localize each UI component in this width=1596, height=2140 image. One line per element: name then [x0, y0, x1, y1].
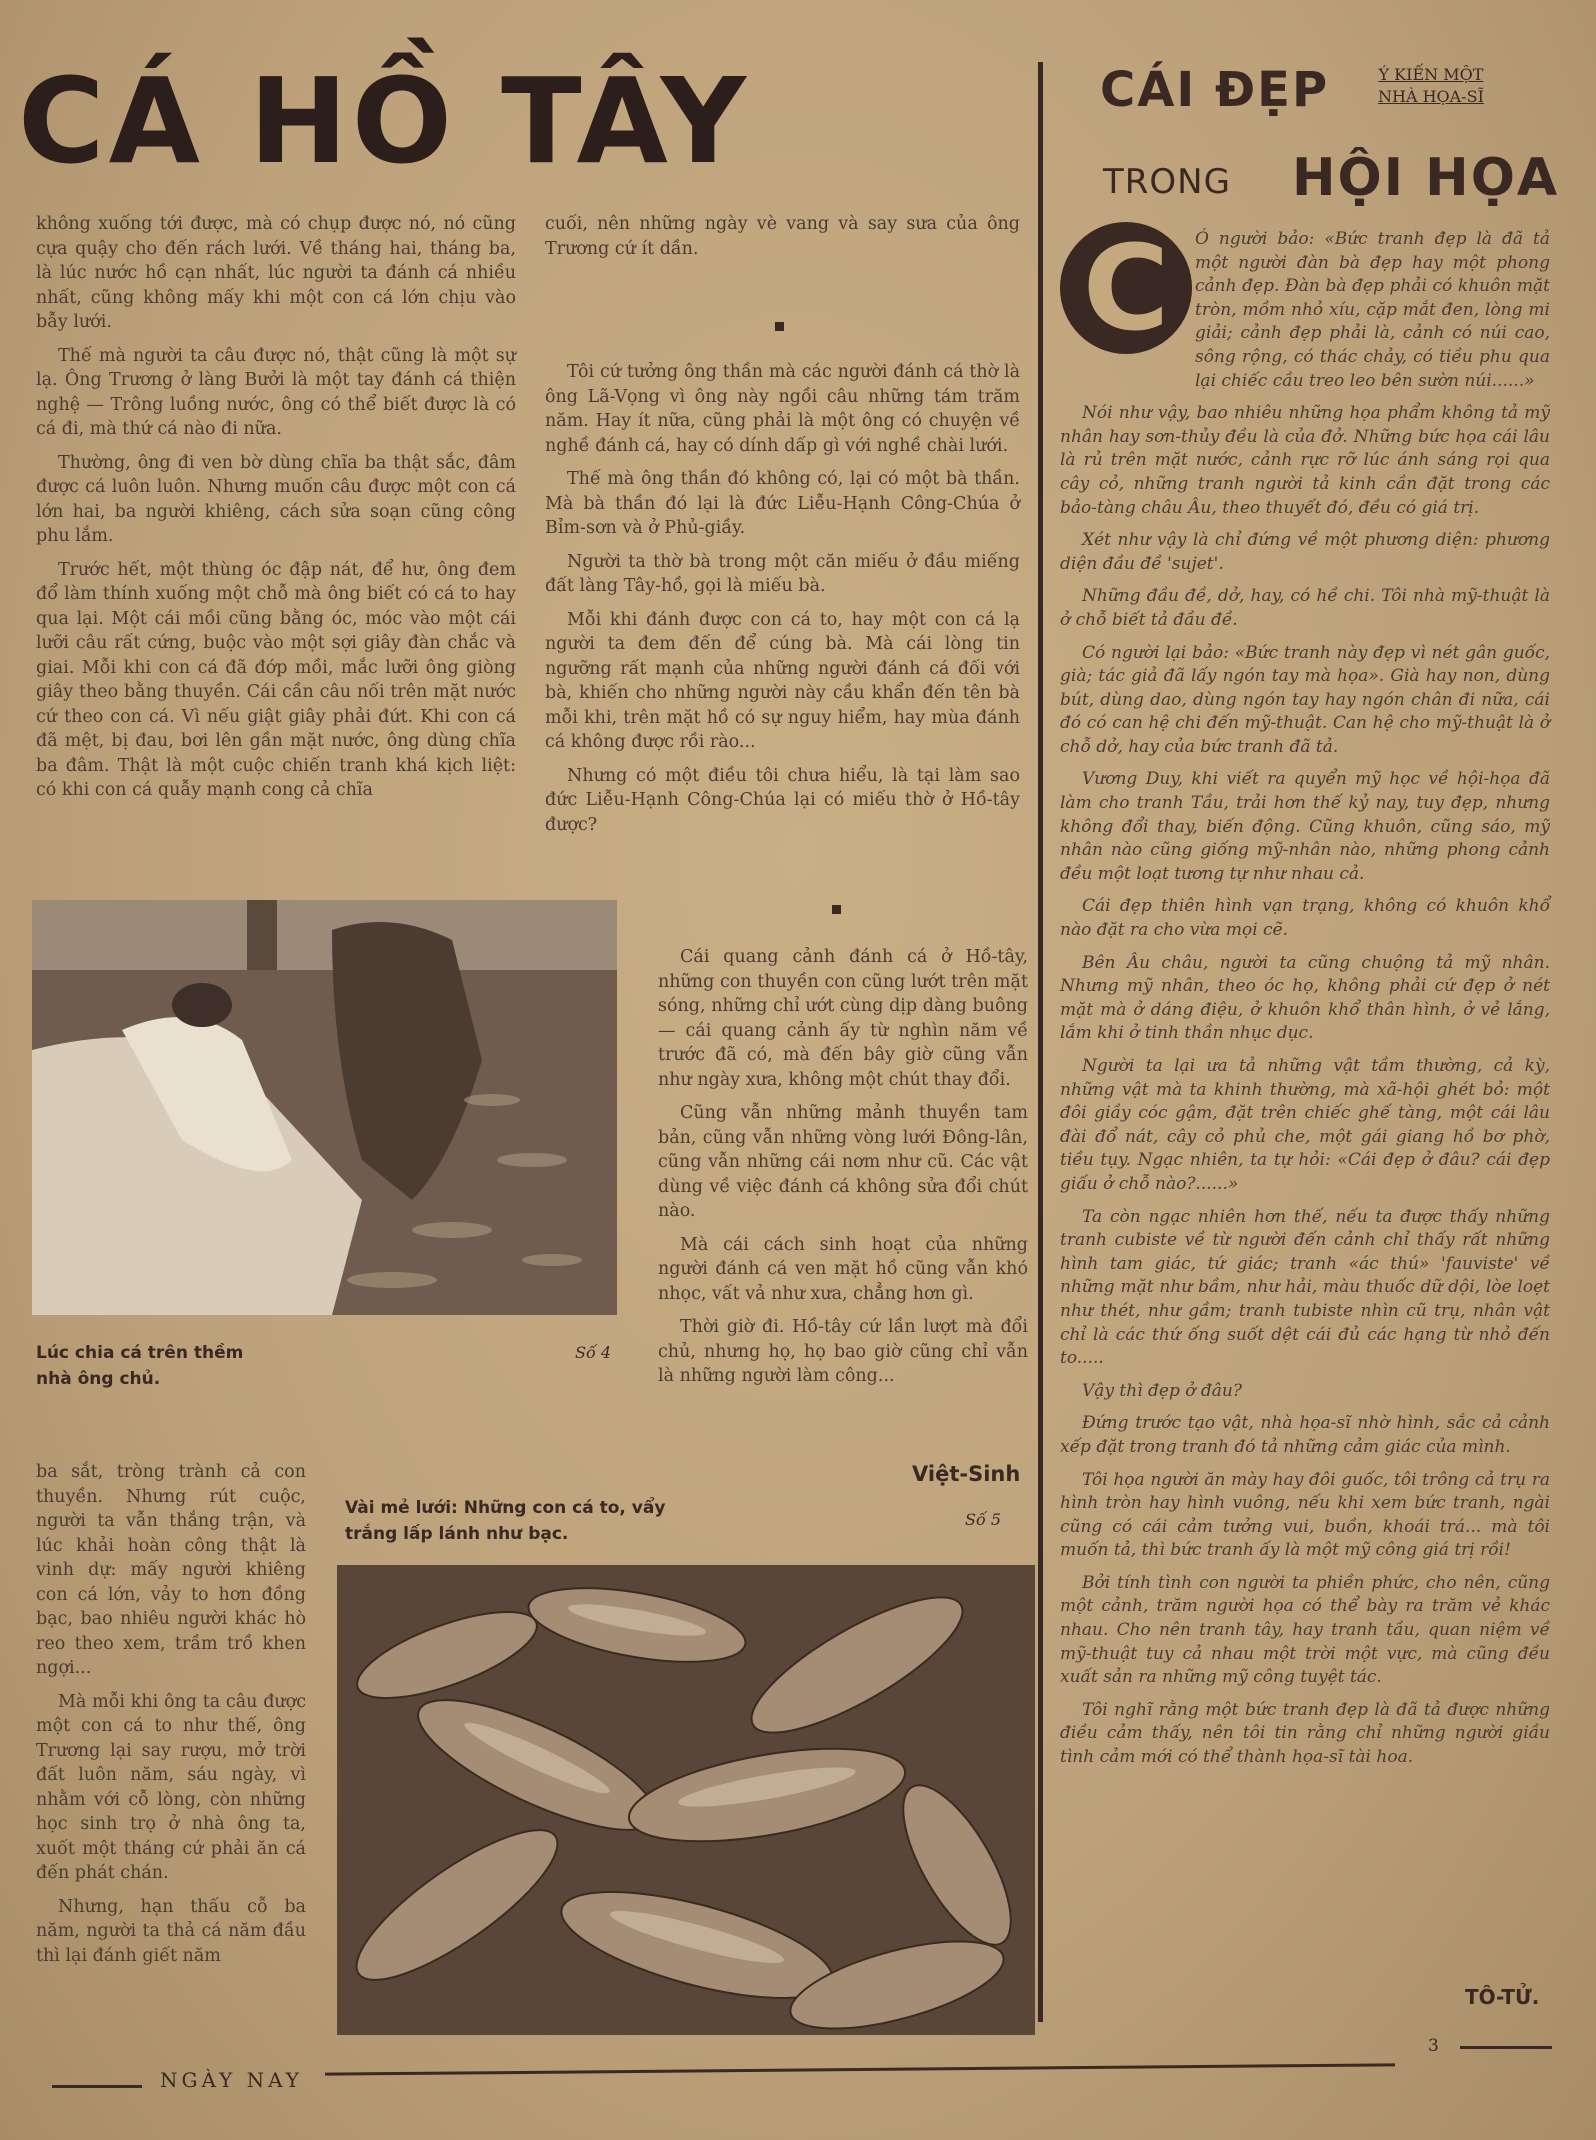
paragraph: Đứng trước tạo vật, nhà họa-sĩ nhờ hình, sắc cả cảnh xếp đặt trong tranh đó tả những cảm giác của mình.: [1060, 1413, 1550, 1457]
photo-fish-catch-image: [337, 1565, 1035, 2035]
column-divider: [1038, 62, 1043, 2022]
photo-fish-sharing: [32, 900, 617, 1315]
footer-rule-left: [52, 2085, 142, 2088]
photo2-caption: Vài mẻ lưới: Những con cá to, vẩy trắng lấp lánh như bạc.: [345, 1498, 666, 1544]
right-title-line2: HỘI HỌA: [1292, 148, 1560, 208]
paragraph: Có người lại bảo: «Bức tranh này đẹp vì nét gân guốc, già; tác giả đã lấy ngón tay mà họa». Già hay non, dùng bút, dùng dao, dùng ngón tay hay ngón chân đi nữa, cái đó có can hệ chi đến mỹ-thuật. Can hệ cho mỹ-thuật là ở chỗ dở, hay của bức tranh đã tả.: [1060, 642, 1550, 757]
paragraph: Thế mà người ta câu được nó, thật cũng là một sự lạ. Ông Trương ở làng Bưởi là một tay đánh cá thiện nghệ — Trông luồng nước, ông có thể biết được là có cá đi, mà thứ cá nào đi nữa.: [36, 345, 516, 439]
paragraph: Mà cái cách sinh hoạt của những người đánh cá ven mặt hồ cũng vẫn khó nhọc, vất vả như xưa, chẳng hơn gì.: [658, 1234, 1028, 1304]
paragraph: Ó người bảo: «Bức tranh đẹp là đã tả một người đàn bà đẹp hay một phong cảnh đẹp. Đàn bà đẹp phải có khuôn mặt tròn, mồm nhỏ xíu, cặp mắt đen, lòng mi giải; cảnh đẹp phải là, cảnh có núi cao, sông rộng, có thác chảy, có tiều phu qua lại chiếc cầu treo leo bên sườn núi......»: [1195, 229, 1550, 391]
author-to-tu: TÔ-TỬ.: [1465, 1985, 1540, 2009]
paragraph: Cái quang cảnh đánh cá ở Hồ-tây, những con thuyền con cũng lướt trên mặt sóng, những chỉ ướt cùng dịp dàng buông — cái quang cảnh ấy từ nghìn năm về trước đã có, mà đến bây giờ cũng vẫn như ngày xưa, không một chút thay đổi.: [658, 947, 1028, 1090]
footer-rule-right: [1460, 2046, 1552, 2049]
paragraph: Những đầu đề, dở, hay, có hề chi. Tôi nhà mỹ-thuật là ở chỗ biết tả đầu đề.: [1060, 586, 1550, 630]
paragraph: Nhưng có một điều tôi chưa hiểu, là tại làm sao đức Liễu-Hạnh Công-Chúa lại có miếu thờ ở Hồ-tây được?: [545, 765, 1020, 835]
right-subtitle: [1378, 64, 1484, 108]
paragraph: Người ta lại ưa tả những vật tầm thường, cả kỳ, những vật mà ta khinh thường, mà xã-hội ghét bỏ: một đôi giầy cóc gậm, đặt trên chiếc ghế tàng, một cái lâu đài đổ nát, cây cỏ phủ che, một gái giang hồ bơ phờ, tiều tụy. Ngạc nhiên, ta tự hỏi: «Cái đẹp ở đâu? cái đẹp giấu ở chỗ nào?......»: [1060, 1056, 1550, 1194]
paragraph: Xét như vậy là chỉ đứng về một phương diện: phương diện đầu đề 'sujet'.: [1060, 530, 1550, 574]
paragraph: Người ta thờ bà trong một căn miếu ở đầu miếng đất làng Tây-hồ, gọi là miếu bà.: [545, 551, 1020, 596]
paragraph: không xuống tới được, mà có chụp được nó, nó cũng cựa quậy cho đến rách lưới. Về tháng hai, tháng ba, là lúc nước hồ cạn nhất, lúc người ta đánh cá nhiều nhất, cũng không mấy khi một con cá lớn chịu vào bẫy lưới.: [36, 214, 516, 332]
subtitle-line: Ý KIẾN MỘT: [1378, 65, 1484, 84]
page-number: 3: [1428, 2036, 1439, 2056]
paragraph: Trước hết, một thùng óc đập nát, để hư, ông đem đổ làm thính xuống một chỗ mà ông biết có cá to hay qua lại. Một cái mồi cũng bằng óc, móc vào một cái lưỡi câu rất cứng, buộc vào một sợi giây đàn chắc và giai. Mỗi khi con cá đã đớp mồi, mắc lưỡi ông giòng giây theo bằng thuyền. Cái cần câu nối trên mặt nước cứ theo con cá. Vì nếu giật giây phải đứt. Khi con cá đã mệt, bị đau, bơi lên gần mặt nước, ông dùng chĩa ba đâm. Thật là một cuộc chiến tranh khá kịch liệt: có khi con cá quẫy mạnh cong cả chĩa: [36, 559, 516, 800]
paragraph: Thường, ông đi ven bờ dùng chĩa ba thật sắc, đâm được cá luôn luôn. Nhưng muốn câu được một con cá lớn hai, ba người khiêng, cách sửa soạn cũng công phu lắm.: [36, 452, 516, 546]
left-column-bottom: [36, 1460, 306, 1977]
author-viet-sinh: Việt-Sinh: [912, 1462, 1021, 1486]
middle-column-top: [545, 212, 1020, 270]
paragraph: Ta còn ngạc nhiên hơn thế, nếu ta được thấy những tranh cubiste về từ người đến cảnh chỉ thấy rất những hình tam giác, tứ giác; tranh «ác thú» 'fauviste' về những mặt như bầm, như hải, màu thuốc dữ dội, lòe loẹt như thét, như gầm; tranh tubiste nhìn cũ trụ, nhân vật chỉ là các thứ ống suốt dệt cái đủ các hạng từ nhỏ đến to.....: [1060, 1206, 1550, 1369]
paragraph: Cũng vẫn những mảnh thuyền tam bản, cũng vẫn những vòng lưới Đông-lân, cũng vẫn những cái nơm như cũ. Các vật dùng về việc đánh cá không sửa đổi chút nào.: [658, 1103, 1028, 1221]
subtitle-line: NHÀ HỌA-SĨ: [1378, 87, 1484, 106]
paragraph: Vậy thì đẹp ở đâu?: [1082, 1380, 1242, 1401]
paragraph: Vương Duy, khi viết ra quyển mỹ học về hội-họa đã làm cho tranh Tầu, trải hơn thế kỷ nay, tuy đẹp, nhưng không đổi thay, biến động. Cũng khuôn, cũng sáo, mỹ nhân nào cũng giống mỹ-nhân nào, những phong cảnh đều một loạt tương tự như nhau cả.: [1060, 769, 1550, 884]
paragraph: Tôi họa người ăn mày hay đôi guốc, tôi trông cả trụ ra hình tròn hay hình vuông, nếu khi xem bức tranh, ngài cũng có cái cảm tưởng vui, buồn, khoái trá... mà tôi muốn tả, thì bức tranh ấy là một mỹ công giá trị rồi!: [1060, 1469, 1550, 1561]
footer-rule-middle: [325, 2063, 1395, 2075]
photo2-number: Số 5: [965, 1510, 1002, 1529]
paragraph: Thế mà ông thần đó không có, lại có một bà thần. Mà bà thần đó lại là đức Liễu-Hạnh Công-Chúa ở Bỉm-sơn và ở Phủ-giầy.: [545, 469, 1020, 538]
right-title-trong: TRONG: [1103, 162, 1231, 202]
photo-fish-catch: [337, 1565, 1035, 2035]
right-article-body: [1060, 228, 1550, 1779]
middle-column-lower: [658, 945, 1028, 1398]
photo1-caption: Lúc chia cá trên thềm nhà ông chủ.: [36, 1343, 244, 1389]
paragraph: Thời giờ đi. Hồ-tây cứ lần lượt mà đổi chủ, nhưng họ, họ bao giờ cũng chỉ vẫn là những người làm công...: [658, 1317, 1028, 1386]
photo1-number: Số 4: [575, 1343, 612, 1362]
middle-column-continued: [545, 360, 1020, 846]
paragraph: Nói như vậy, bao nhiêu những họa phẩm không tả mỹ nhân hay sơn-thủy đều là của đở. Những bức họa cái lâu là rủ trên mặt nước, cảnh rực rỡ lúc ánh sáng rọi qua cây cỏ, những tranh người tả kinh cần đặt trong các bảo-tàng châu Âu, theo thuyết đó, đều có giá trị.: [1060, 403, 1550, 518]
paragraph: Cái đẹp thiên hình vạn trạng, không có khuôn khổ nào đặt ra cho vừa mọi cẽ.: [1060, 896, 1550, 941]
paragraph: Tôi nghĩ rằng một bức tranh đẹp là đã tả được những điều cảm thấy, nên tôi tin rằng chỉ những người giầu tình cảm mới có thể thành họa-sĩ tài hoa.: [1060, 1699, 1550, 1768]
section-separator: [775, 322, 784, 331]
paragraph: Tôi cứ tưởng ông thần mà các người đánh cá thờ là ông Lã-Vọng vì ông này ngồi câu những tám trăm năm. Hay ít nữa, cũng phải là một ông có chuyện về nghề đánh cá, hay có dính dấp gì với nghề chài lưới.: [545, 362, 1020, 456]
paragraph: Mỗi khi đánh được con cá to, hay một con cá lạ người ta đem đến để cúng bà. Mà cái lòng tin ngưỡng rất mạnh của những người đánh cá đối với bà, khiến cho những người này cầu khẩn đến tên bà mỗi khi, trên mặt hồ có sự nguy hiểm, hay mùa đánh cá không được rồi rào...: [545, 609, 1020, 752]
paragraph: Bên Âu châu, người ta cũng chuộng tả mỹ nhân. Nhưng mỹ nhân, theo óc họ, không phải cứ đẹp ở nét mặt mà ở dáng điệu, ở khuôn khổ thân hình, ở vẻ lắng, lắm khi ở tinh thần nhục dục.: [1060, 952, 1550, 1044]
left-column-top: [36, 212, 516, 812]
dropcap: C: [1060, 222, 1192, 354]
paragraph: Bởi tính tình con người ta phiền phức, cho nên, cũng một cảnh, trăm người họa có thể bày ra trăm vẻ khác nhau. Cho nên tranh tây, hay tranh tầu, quan niệm về mỹ-thuật tuy cả nhau một trời một vực, mà cũng đều xuất sản ra những mỹ công tuyệt tác.: [1060, 1572, 1550, 1688]
publication-name: NGÀY NAY: [160, 2068, 304, 2092]
photo-fish-sharing-image: [32, 900, 617, 1315]
paragraph: Mà mỗi khi ông ta câu được một con cá to như thế, ông Trương lại say rượu, mở trời đất luôn năm, sáu ngày, vì nhằm với cỗ lòng, còn những học sinh trọ ở nhà ông ta, xuốt một tháng cứ phải ăn cá đến phát chán.: [36, 1691, 306, 1883]
paragraph: ba sắt, tròng trành cả con thuyền. Nhưng rút cuộc, người ta vẫn thắng trận, và lúc khải hoàn công thật là vinh dự: mấy người khiêng con cá lớn, vảy to hơn đồng bạc, bao nhiêu người khác hò reo theo xem, trầm trồ khen ngợi...: [36, 1462, 306, 1678]
section-separator: [832, 905, 841, 914]
paragraph: cuối, nên những ngày vè vang và say sưa của ông Trương cứ ít dần.: [545, 214, 1020, 259]
right-title-line1: CÁI ĐẸP: [1100, 62, 1330, 118]
paragraph: Nhưng, hạn thấu cỗ ba năm, người ta thả cá năm đầu thì lại đánh giết năm: [36, 1896, 306, 1966]
headline: CÁ HỒ TÂY: [18, 52, 750, 190]
